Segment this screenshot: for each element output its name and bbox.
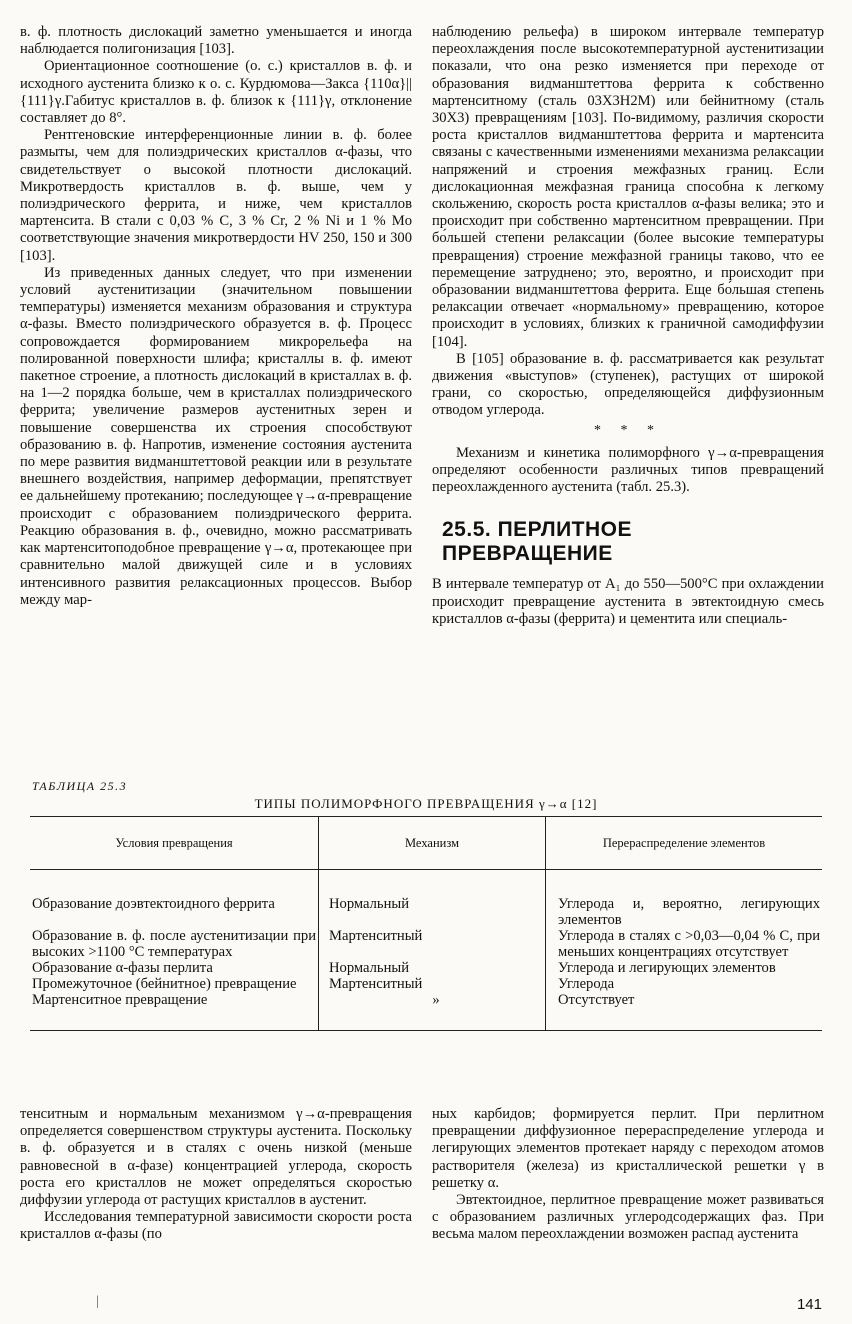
section-separator: * * *	[594, 422, 662, 438]
table-title: ТИПЫ ПОЛИМОРФНОГО ПРЕВРАЩЕНИЯ γ→α [12]	[254, 796, 598, 811]
section-title-line1: ПЕРЛИТНОЕ	[497, 518, 633, 542]
paragraph: Из приведенных данных следует, что при изменении условий аустенитизации (значительном повышении температуры) изменяется механизм образования и структура α-фазы. Вместо полиэдрического образуется в. ф. Процесс сопровождается формированием микрорельефа на полированной поверхности шлифа; кристаллы в. ф. имеют пакетное строение, а плотность дислокаций в кристаллах в. ф. на 1—2 порядка больше, чем в кристаллах полиэдрического феррита; увеличение размеров аустенитных зерен и повышение совершенства их строения способствуют образованию в. ф. Напротив, изменение состояния аустенита по мере развития видманштеттовой реакции или в результате внешнего воздействия, например деформации, препятствует ее дальнейшему протеканию; последующее γ→α-превращение происходит с образованием полиэдрического феррита. Реакцию образования в. ф., очевидно, можно рассматривать как мартенситоподобное превращение γ→α, протекающее при сравнительно малой движущей силе и в условиях интенсивного развития релаксационных процессов. Выбор между мар-	[20, 264, 412, 608]
page-number: 141	[796, 1296, 822, 1313]
table-cell: »	[319, 992, 546, 1031]
table-row	[30, 992, 822, 1031]
section-title-line2: ПРЕВРАЩЕНИЕ	[442, 542, 613, 566]
paragraph: в. ф. плотность дислокаций заметно уменьшается и иногда наблюдается полигонизация [103].	[20, 24, 412, 58]
table-cell: Углерода в сталях с >0,03—0,04 % С, при меньших концентрациях отсутствует	[546, 928, 823, 960]
table-cell: Углерода	[546, 976, 823, 992]
table-container	[30, 816, 822, 1031]
table-row	[30, 870, 822, 929]
table-row	[30, 928, 822, 960]
table-cell: Образование в. ф. после аустенитизации при высоких >1100 °С температурах	[32, 928, 316, 960]
column-header: Перераспределение элементов	[546, 817, 823, 870]
section-number: 25.5.	[442, 518, 492, 542]
transformation-types-table	[30, 816, 822, 1031]
table-cell: Мартенситный	[319, 928, 546, 960]
table-row	[30, 976, 822, 992]
scan-mark: |	[96, 1294, 99, 1309]
paragraph: наблюдению рельефа) в широком интервале температур переохлаждения после высокотемпературной аустенитизации показали, что она резко изменяется при переходе от образования видманштеттова феррита к собственно мартенситному (сталь 03Х3Н2М) или бейнитному (сталь 30Х3) превращениям [103]. По-видимому, различия скорости роста кристаллов видманштеттова феррита и мартенсита связаны с качественными изменениями механизма релаксации напряжений и строения межфазных границ. Если дислокационная межфазная граница способна к легкому скольжению, скорость роста кристаллов α-фазы велика; это и происходит при собственно мартенситном превращении. При бо́льшей степени релаксации (более высокие температуры превращения) строение межфазной границы таково, что ее перемещение затруднено; это, вероятно, и происходит при образовании видманштеттова феррита. Еще бо́льшая степень релаксации отвечает «нормальному» превращению, которое происходит в условиях, близких к граничной самодиффузии [104].	[432, 24, 824, 350]
table-row	[30, 960, 822, 976]
paragraph: Эвтектоидное, перлитное превращение может развиваться с образованием различных углеродсодержащих фаз. При весьма малом переохлаждении возможен распад аустенита	[432, 1192, 824, 1243]
table-cell: Нормальный	[319, 870, 546, 929]
table-cell: Углерода и легирующих элементов	[546, 960, 823, 976]
table-label: ТАБЛИЦА 25.3	[32, 779, 128, 793]
top-right-column	[432, 24, 824, 628]
paragraph: Рентгеновские интерференционные линии в. ф. более размыты, чем для полиэдрических кристаллов α-фазы, что свидетельствует о высокой плотности дислокаций. Микротвердость кристаллов в. ф. выше, чем у полиэдрического феррита, и ниже, чем кристаллов мартенсита. В стали с 0,03 % С, 3 % Cr, 2 % Ni и 1 % Mo соответствующие значения микротвердости HV 250, 150 и 300 [103].	[20, 127, 412, 264]
table-cell: Углерода и, вероятно, легирующих элементов	[546, 870, 823, 929]
paragraph: ных карбидов; формируется перлит. При перлитном превращении диффузионное перераспределение углерода и легирующих элементов протекает наряду с переходом атомов растворителя (железа) из кристаллической решетки γ в решетку α.	[432, 1106, 824, 1191]
table-cell: Отсутствует	[546, 992, 823, 1031]
paragraph: Ориентационное соотношение (о. с.) кристаллов в. ф. и исходного аустенита близко к о. с. Курдюмова—Закса {110α}||{111}γ.Габитус кристаллов в. ф. близок к {111}γ, отклонение составляет до 8°.	[20, 58, 412, 127]
table-cell: Мартенситное превращение	[30, 992, 319, 1031]
table-cell: Образование α-фазы перлита	[32, 960, 213, 976]
paragraph: Исследования температурной зависимости скорости роста кристаллов α-фазы (по	[20, 1209, 412, 1243]
paragraph: тенситным и нормальным механизмом γ→α-превращения определяется совершенством структуры аустенита. Поскольку в. ф. образуется и в сталях с очень низкой (меньше равновесной в α-фазе) концентрацией углерода, скорость роста его кристаллов не может определяться скоростью диффузии углерода от растущих кристаллов в аустенит.	[20, 1106, 412, 1209]
table-cell: Нормальный	[319, 960, 546, 976]
section-heading	[442, 518, 824, 566]
bottom-right-column	[432, 1106, 824, 1244]
paragraph: В [105] образование в. ф. рассматривается как результат движения «выступов» (ступенек), растущих от широкой грани, со скоростью, определяющейся диффузионным отводом углерода.	[432, 350, 824, 419]
bottom-left-column	[20, 1106, 412, 1244]
paragraph: В интервале температур от A₁ до 550—500°С при охлаждении происходит превращение аустенита в эвтектоидную смесь кристаллов α-фазы (феррита) и цементита или специаль-	[432, 576, 824, 627]
table-cell: Промежуточное (бейнитное) превращение	[32, 976, 297, 992]
table-cell: Образование доэвтектоидного феррита	[32, 896, 275, 912]
column-header: Условия превращения	[30, 817, 319, 870]
table-cell: Мартенситный	[319, 976, 546, 992]
column-header: Механизм	[319, 817, 546, 870]
top-left-column	[20, 24, 412, 609]
table-header-row	[30, 817, 822, 870]
paragraph: Механизм и кинетика полиморфного γ→α-превращения определяют особенности различных типов превращений переохлажденного аустенита (табл. 25.3).	[432, 444, 824, 496]
